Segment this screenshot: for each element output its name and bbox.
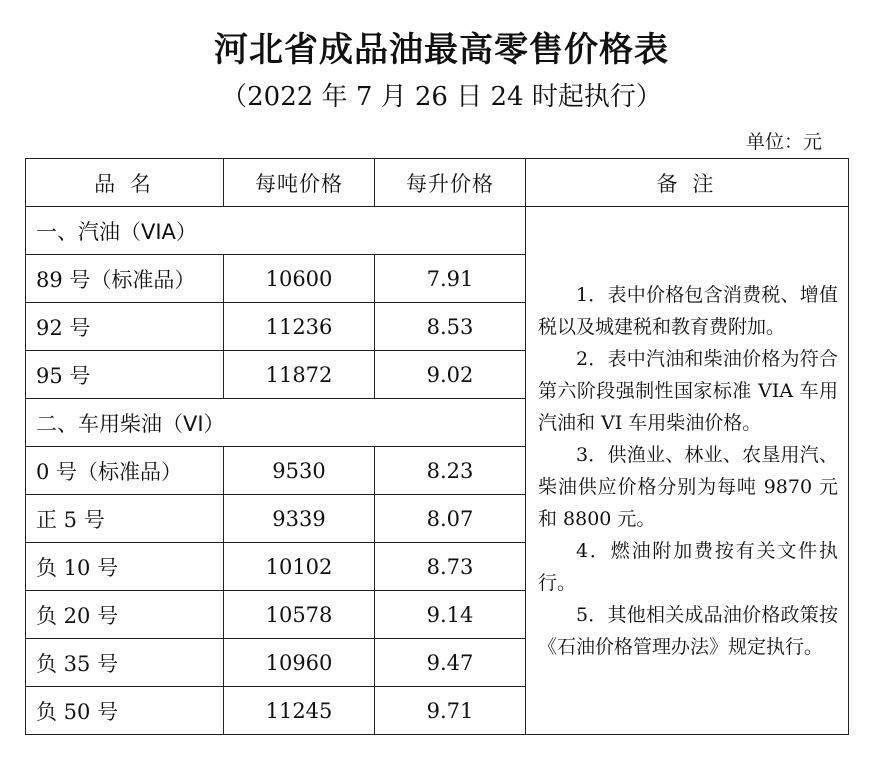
note-item: 1．表中价格包含消费税、增值税以及城建税和教育费附加。 (538, 283, 838, 338)
category-diesel: 二、车用柴油（VI） (26, 399, 526, 447)
note-item: 2．表中汽油和柴油价格为符合第六阶段强制性国家标准 VIA 车用汽油和 VI 车用柴油价格。 (538, 347, 838, 434)
product-name: 89 号（标准品） (26, 255, 224, 303)
price-table (25, 158, 849, 735)
unit-label: 单位：元 (746, 131, 823, 153)
price-per-ton: 11236 (224, 303, 375, 351)
price-per-ton: 10960 (224, 639, 375, 687)
header-per-liter: 每升价格 (375, 159, 526, 207)
header-per-ton: 每吨价格 (224, 159, 375, 207)
price-per-liter: 8.07 (375, 495, 526, 543)
note-item: 5．其他相关成品油价格政策按《石油价格管理办法》规定执行。 (538, 603, 838, 658)
price-per-liter: 8.73 (375, 543, 526, 591)
note-item: 4．燃油附加费按有关文件执行。 (538, 539, 838, 594)
product-name: 负 20 号 (26, 591, 224, 639)
header-name: 品 名 (26, 159, 224, 207)
price-per-liter: 9.02 (375, 351, 526, 399)
category-gasoline: 一、汽油（VIA） (26, 207, 526, 255)
category-row-gasoline (26, 207, 849, 255)
price-per-ton: 9530 (224, 447, 375, 495)
price-per-liter: 8.23 (375, 447, 526, 495)
price-per-ton: 10600 (224, 255, 375, 303)
page-title: 河北省成品油最高零售价格表 (214, 30, 669, 70)
page-subtitle: （2022 年 7 月 26 日 24 时起执行） (221, 82, 662, 112)
product-name: 正 5 号 (26, 495, 224, 543)
product-name: 负 50 号 (26, 687, 224, 735)
product-name: 负 35 号 (26, 639, 224, 687)
product-name: 负 10 号 (26, 543, 224, 591)
price-per-ton: 10102 (224, 543, 375, 591)
price-per-liter: 9.71 (375, 687, 526, 735)
product-name: 95 号 (26, 351, 224, 399)
product-name: 0 号（标准品） (26, 447, 224, 495)
price-per-ton: 9339 (224, 495, 375, 543)
notes-cell (526, 207, 849, 735)
header-notes: 备 注 (526, 159, 849, 207)
price-per-ton: 10578 (224, 591, 375, 639)
table-header-row (26, 159, 849, 207)
price-per-ton: 11872 (224, 351, 375, 399)
price-per-ton: 11245 (224, 687, 375, 735)
price-per-liter: 8.53 (375, 303, 526, 351)
price-per-liter: 9.47 (375, 639, 526, 687)
price-per-liter: 7.91 (375, 255, 526, 303)
product-name: 92 号 (26, 303, 224, 351)
price-per-liter: 9.14 (375, 591, 526, 639)
note-item: 3．供渔业、林业、农垦用汽、柴油供应价格分别为每吨 9870 元和 8800 元。 (538, 443, 838, 530)
